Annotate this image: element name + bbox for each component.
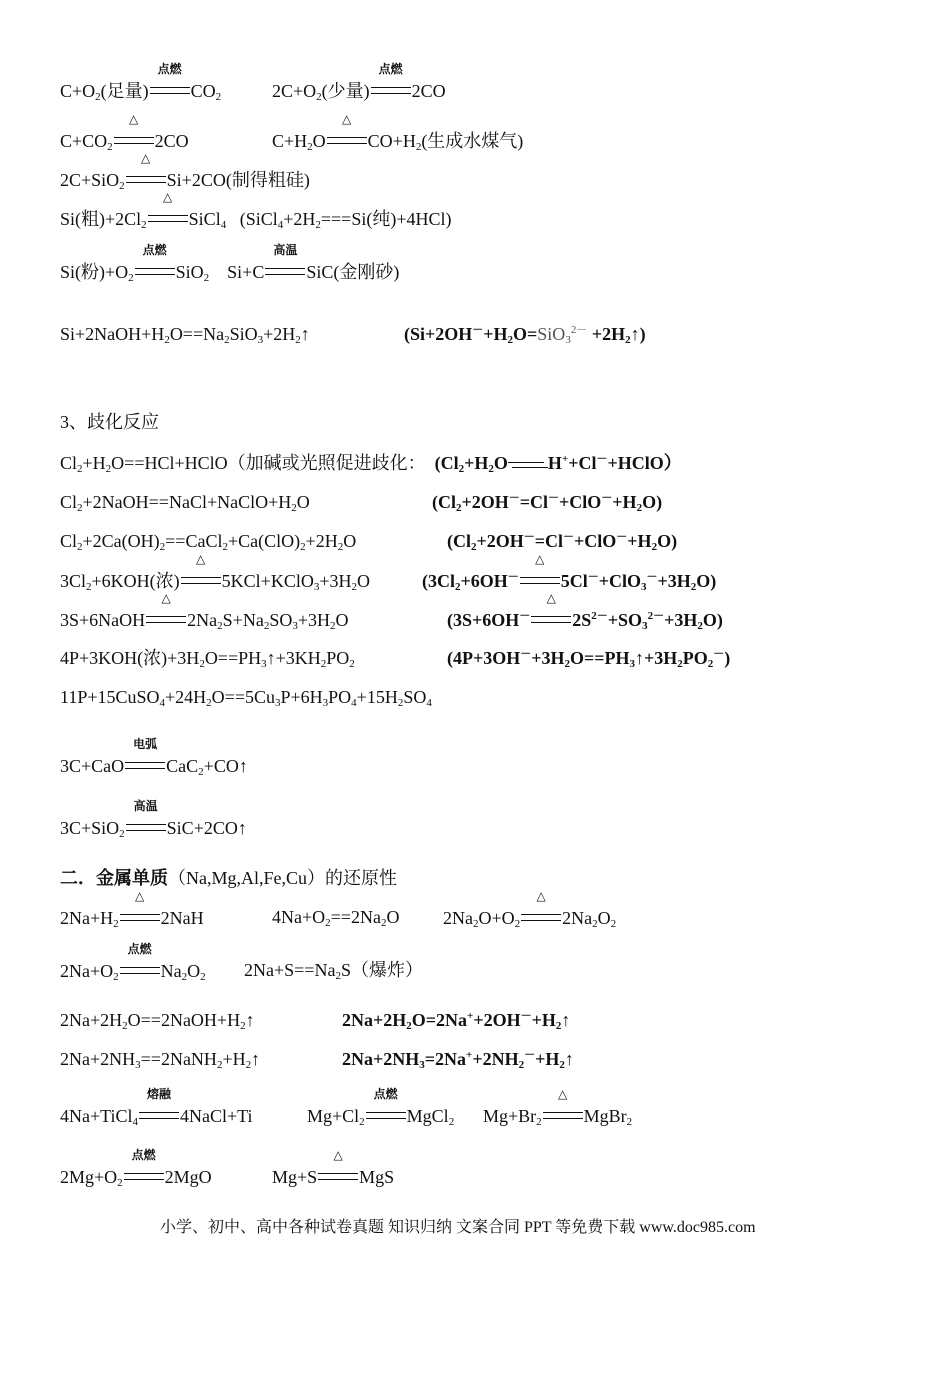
heading-metal-bold: 二．金属单质 bbox=[60, 868, 168, 888]
reaction-condition-equals bbox=[530, 591, 572, 626]
chemical-equation: $2Mg+O_2$ 点燃 2MgO bbox=[60, 1148, 212, 1189]
reaction-condition: △ bbox=[536, 889, 546, 903]
reaction-condition-equals bbox=[180, 552, 222, 587]
chemical-equation: $2Na+H_2$ △ 2NaH bbox=[60, 889, 204, 930]
reaction-condition-equals bbox=[119, 942, 161, 977]
chemical-equation: 2C+SiO$_2$ △ Si+2CO(制得粗硅) bbox=[60, 151, 310, 192]
reaction-condition-equals bbox=[145, 591, 187, 626]
reaction-condition: 点燃 bbox=[157, 62, 182, 76]
reaction-condition: 点燃 bbox=[142, 243, 167, 257]
reaction-condition-equals bbox=[365, 1087, 407, 1122]
reaction-condition: 点燃 bbox=[378, 62, 403, 76]
reaction-condition: △ bbox=[141, 151, 151, 165]
reaction-condition-equals bbox=[125, 799, 167, 834]
reaction-condition: △ bbox=[333, 1148, 343, 1162]
chemical-equation: 3S+6NaOH △ $2Na_2S+Na_2SO_3+3H_2O$ bbox=[60, 591, 349, 632]
reaction-condition: 电弧 bbox=[133, 737, 158, 751]
chemical-equation: $Cl_2+H_2O==HCl+HClO$（加碱或光照促进歧化： ($Cl_2+H_2O$ H++Cl－+HClO） bbox=[60, 453, 682, 475]
reaction-condition: △ bbox=[342, 112, 352, 126]
chemical-equation: $C+H_2O$ △ $CO+H_2$(生成水煤气) bbox=[272, 112, 524, 153]
ionic-equation: (3S+6OH－ △ $2S^{2-}+SO_3^{2-}+3H_2O$) bbox=[447, 591, 723, 632]
ionic-equation: $2Na+2NH_3=2Na^++2NH_2^-+H_2↑$ bbox=[342, 1049, 574, 1071]
chemical-equation: $2Na_2O+O_2$ △ $2Na_2O_2$ bbox=[443, 889, 617, 930]
ionic-equation: ($Si+2OH^-+H_2O=SiO_3^{2-}$ $+2H_2↑$) bbox=[404, 324, 646, 346]
chemical-equation: $Cl_2+2NaOH==NaCl+NaClO+H_2O$ bbox=[60, 492, 310, 514]
reaction-condition: △ bbox=[129, 112, 139, 126]
chemical-equation: $C+O_2$(足量) 点燃 $CO_2$ bbox=[60, 62, 222, 103]
reaction-condition-equals bbox=[370, 62, 412, 97]
reversible-arrow-icon bbox=[508, 460, 548, 470]
reaction-condition-equals bbox=[119, 889, 161, 924]
reaction-condition: △ bbox=[135, 889, 145, 903]
reaction-condition-equals bbox=[520, 889, 562, 924]
ionic-equation: $(4P+3OH^-+3H_2O==PH_3↑+3H_2PO_2^-)$ bbox=[447, 648, 731, 670]
reaction-condition: 高温 bbox=[133, 799, 158, 813]
chemical-equation: $Si+2NaOH+H_2O==Na_2SiO_3+2H_2↑$ bbox=[60, 324, 310, 346]
reaction-condition: △ bbox=[161, 591, 171, 605]
reaction-condition: △ bbox=[558, 1087, 568, 1101]
reaction-condition-equals bbox=[134, 243, 176, 278]
heading-metal-rest: （Na,Mg,Al,Fe,Cu）的还原性 bbox=[168, 868, 397, 888]
reaction-condition-equals bbox=[264, 243, 306, 278]
reaction-condition-equals bbox=[113, 112, 155, 147]
reaction-condition-equals bbox=[519, 552, 561, 587]
reaction-condition: 点燃 bbox=[127, 942, 152, 956]
reaction-condition-equals bbox=[124, 737, 166, 772]
chemical-equation: $2Na+2NH_3==2NaNH_2+H_2↑$ bbox=[60, 1049, 261, 1071]
ionic-equation: $(Cl_2+2OH^-=Cl^-+ClO^-+H_2O)$ bbox=[447, 531, 678, 553]
reaction-condition: 点燃 bbox=[131, 1148, 156, 1162]
reaction-condition-equals bbox=[317, 1148, 359, 1183]
chemical-equation: $Mg+Br_2$ △ MgBr$_2$ bbox=[483, 1087, 633, 1128]
reaction-condition: 点燃 bbox=[373, 1087, 398, 1101]
chemical-equation: 3C+CaO 电弧 CaC$_2$+CO↑ bbox=[60, 737, 248, 778]
chemical-equation: $11P+15CuSO_4+24H_2O==5Cu_3P+6H_3PO_4+15H_2SO_4$ bbox=[60, 687, 432, 709]
chemical-equation: $2Na+S==Na_2S$（爆炸） bbox=[244, 960, 423, 982]
reaction-condition: △ bbox=[163, 190, 173, 204]
chemical-equation: $4Na+O_2==2Na_2O$ bbox=[272, 907, 400, 929]
footer: 小学、初中、高中各种试卷真题 知识归纳 文案合同 PPT 等免费下载 www.doc985.com bbox=[160, 1219, 756, 1236]
reaction-condition: 高温 bbox=[273, 243, 298, 257]
reaction-condition-equals bbox=[123, 1148, 165, 1183]
chemical-equation: $2Na+2H_2O==2NaOH+H_2↑$ bbox=[60, 1010, 255, 1032]
chemical-equation: $Cl_2+2Ca(OH)_2==CaCl_2+Ca(ClO)_2+2H_2O$ bbox=[60, 531, 357, 553]
reaction-condition: 熔融 bbox=[147, 1087, 172, 1101]
ionic-equation: $(Cl_2+2OH^-=Cl^-+ClO^-+H_2O)$ bbox=[432, 492, 663, 514]
reaction-condition-equals bbox=[326, 112, 368, 147]
chemical-equation: $C+CO_2$ △ 2CO bbox=[60, 112, 189, 153]
ionic-equation: ($3Cl_2+6OH^-$ △ $5Cl^-+ClO_3^-+3H_2O$) bbox=[422, 552, 717, 593]
chemical-equation: 3C+SiO$_2$ 高温 SiC+2CO↑ bbox=[60, 799, 247, 840]
chemical-equation: 4Na+TiCl$_4$ 熔融 4NaCl+Ti bbox=[60, 1087, 253, 1128]
chemical-equation: $2Na+O_2$ 点燃 $Na_2O_2$ bbox=[60, 942, 206, 983]
heading-disproportionation: 3、歧化反应 bbox=[60, 412, 159, 432]
reaction-condition: △ bbox=[196, 552, 206, 566]
ionic-equation: $2Na+2H_2O=2Na^++2OH^-+H_2↑$ bbox=[342, 1010, 571, 1032]
reaction-condition: △ bbox=[535, 552, 545, 566]
chemical-equation: $3Cl_2+6KOH$(浓) △ $5KCl+KClO_3+3H_2O$ bbox=[60, 552, 370, 593]
reaction-condition-equals bbox=[138, 1087, 180, 1122]
heading-metal-reducibility bbox=[60, 866, 397, 890]
reaction-condition-equals bbox=[542, 1087, 584, 1122]
reaction-condition: △ bbox=[546, 591, 556, 605]
chemical-equation: $2C+O_2$(少量) 点燃 2CO bbox=[272, 62, 446, 103]
reaction-condition-equals bbox=[149, 62, 191, 97]
reaction-condition-equals bbox=[125, 151, 167, 186]
chemical-equation: $Mg+Cl_2$ 点燃 MgCl$_2$ bbox=[307, 1087, 455, 1128]
chemical-equation: Mg+S △ MgS bbox=[272, 1148, 395, 1187]
chemical-equation: Si(粉)$+O_2$ 点燃 SiO$_2$ Si+C 高温 SiC(金刚砂) bbox=[60, 243, 400, 284]
reaction-condition-equals bbox=[147, 190, 189, 225]
chemical-equation: Si(粗)$+2Cl_2$ △ SiCl$_4$ ($SiCl_4+2H_2===Si$(纯)+4HCl) bbox=[60, 190, 452, 231]
chemical-equation: 4P+3KOH(浓)$+3H_2O==PH_3↑+3KH_2PO_2$ bbox=[60, 648, 355, 670]
